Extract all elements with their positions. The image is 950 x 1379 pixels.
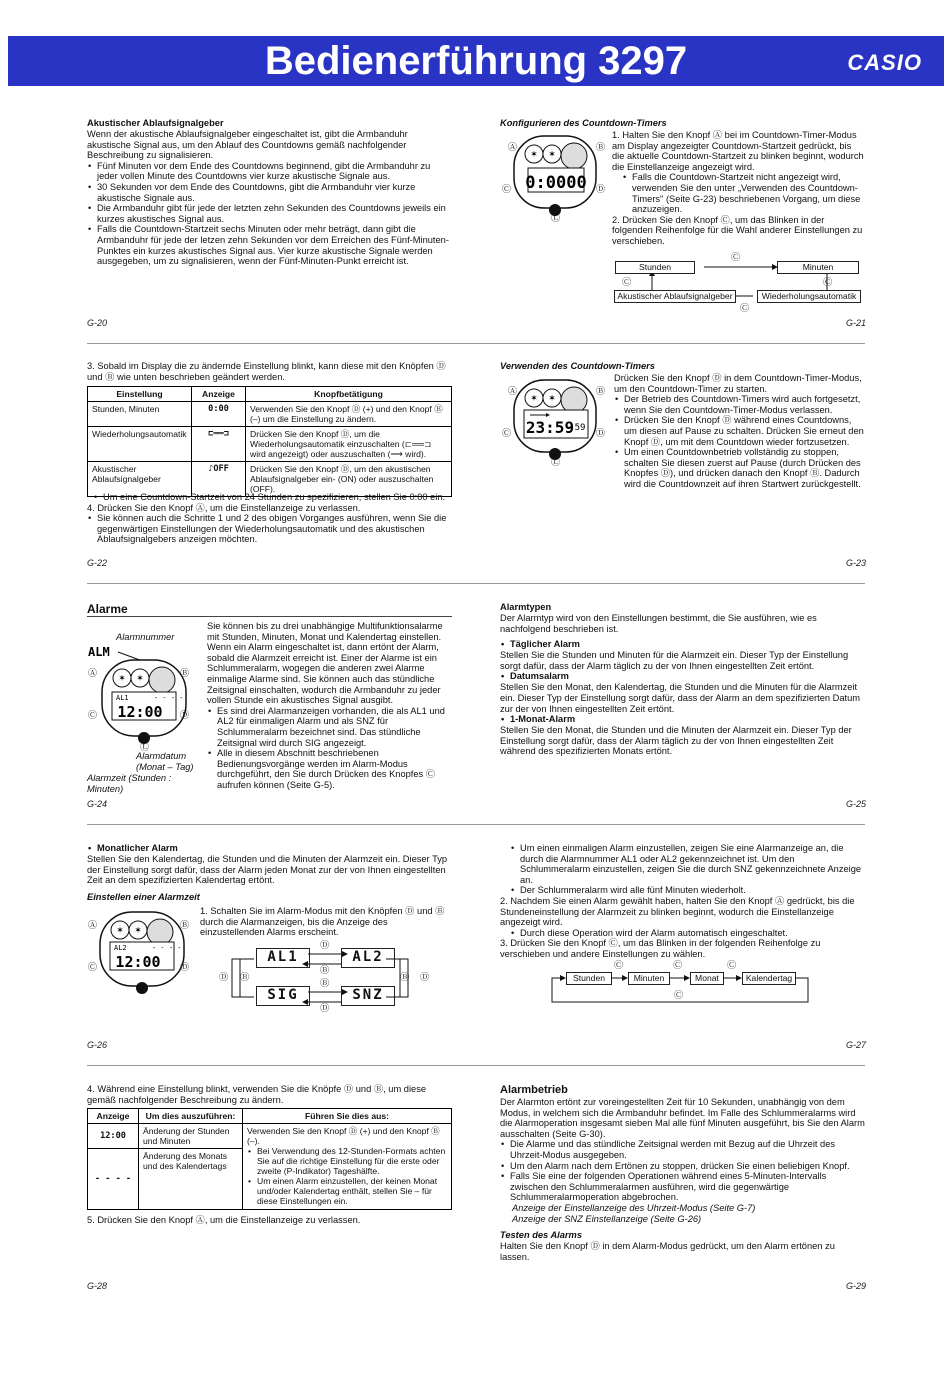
svg-text:- - - -: - - - - [152,944,182,952]
table-cell: Änderung der Stunden und Minuten [139,1124,243,1149]
svg-text:12:00: 12:00 [115,953,161,971]
table-row [88,427,452,462]
text-g25 [500,602,865,757]
section-title: Alarme [87,602,128,616]
button-d-label: Ⓓ [320,940,330,950]
table-cell: ♪OFF [192,462,246,497]
divider [87,1065,865,1066]
alarm-type-list [500,714,865,725]
watch-illustration [86,908,198,998]
ref-item: Anzeige der Einstellanzeige des Uhrzeit-Modus (Seite G-7) [512,1202,756,1213]
bullet-list [207,706,452,791]
paragraph: Der Alarmtyp wird von den Einstellungen bestimmt, die Sie ausführen, wie es nachfolgend beschrieben ist. [500,613,817,634]
alarm-type-name: • Täglicher Alarm [500,639,865,650]
svg-text:Ⓑ: Ⓑ [180,669,190,679]
bullet-list [500,928,865,939]
step-2: 2. Drücken Sie den Knopf Ⓒ, um das Blinken in der folgenden Reihenfolge für die Wahl anderer Einstellungen zu verschieben. [612,214,863,246]
alarm-type-list [500,639,865,650]
step-4: 4. Während eine Einstellung blinkt, verwenden Sie die Knöpfe Ⓓ und Ⓑ, um diese gemäß nachfolgender Beschreibung zu ändern. [87,1084,427,1105]
list-item: • Alle in diesem Abschnitt beschriebenen Bedienungsvorgänge werden im Alarm-Modus durchgeführt, den Sie durch Drücken des Knopfes Ⓒ aufrufen können (Seite G-5). [207,748,452,790]
sub-heading: Testen des Alarms [500,1230,582,1241]
svg-text:✶: ✶ [118,674,126,684]
paragraph: Stellen Sie den Monat, die Stunden und die Minuten der Alarmzeit ein. Dieser Typ der Einstellung sorgt dafür, dass der Alarm täglich zu der von Ihnen eingestellten Zeit während des spezifizierten Monats ertönt. [500,725,852,757]
watch-illustration [500,374,610,466]
paragraph: Stellen Sie den Kalendertag, die Stunden und die Minuten der Alarmzeit ein. Dieser Typ der Einstellung sorgt dafür, dass der Alarm jeden Monat zur der von Ihnen eingestellten Zeit an dem spezifizierten Kalendertag ertönt. [87,854,448,886]
paragraph: Stellen Sie die Stunden und Minuten für die Alarmzeit ein. Dieser Typ der Einstellung sorgt dafür, dass der Alarm täglich zu der von Ihnen eingestellten Zeit ertönt. [500,650,849,671]
svg-text:12:00: 12:00 [117,703,163,721]
button-b-label: Ⓑ [400,972,410,982]
table-header-row [88,387,452,402]
paragraph: Stellen Sie den Monat, den Kalendertag, die Stunden und die Minuten für die Alarmzeit ein. Dieser Typ der Einstellung sorgt dafür, dass der Alarm an dem spezifizierten Datum zur der von Ihnen eingestellten Zeit ertönt. [500,682,860,714]
section-heading: Konfigurieren des Countdown-Timers [500,118,667,128]
bullet-list [87,492,457,503]
page-number: G-27 [846,1040,867,1050]
flow-step-hours: Stunden [566,972,612,985]
list-item: • Falls die Countdown-Startzeit nicht angezeigt wird, verwenden Sie den unter „Verwenden des Countdown-Timers" (Seite G-23) beschriebenen Vorgang, um diese anzuzeigen. [622,172,866,214]
divider [87,824,865,825]
page-number: G-29 [846,1281,867,1291]
page-number: G-22 [87,558,108,568]
list-item: • Die Alarme und das stündliche Zeitsignal werden mit Bezug auf die Uhrzeit des Uhrzeit-Modus ausgegeben. [500,1139,865,1160]
flow-step-signal: Akustischer Ablaufsignalgeber [614,290,736,303]
svg-text:AL1: AL1 [116,694,129,702]
divider [87,616,452,617]
svg-text:Ⓓ: Ⓓ [596,429,606,439]
table-cell: Drücken Sie den Knopf Ⓓ, um die Wiederholungsautomatik einzuschalten (⊏══⊐ wird angezeigt) oder auszuschalten (⟶ wird). [246,427,452,462]
bullet-list [500,1139,865,1203]
page-number: G-21 [846,318,867,328]
svg-text:✶: ✶ [530,394,538,404]
text-g23 [614,373,864,490]
alarm-type-name: • 1-Monat-Alarm [500,714,865,725]
svg-text:Ⓑ: Ⓑ [180,921,190,931]
label-alarm-time: Alarmzeit (Stunden : Minuten) [87,773,172,794]
paragraph: Drücken Sie den Knopf Ⓓ in dem Countdown-Timer-Modus, um den Countdown-Timer zu starten. [614,373,862,394]
section-heading: Alarmtypen [500,602,552,612]
button-b-label: Ⓑ [320,965,330,975]
svg-text:Ⓛ: Ⓛ [551,214,561,222]
list-item: • Die Armbanduhr gibt für jede der letzten zehn Sekunden des Countdowns jeweils ein kurzes akustisches Signal aus. [87,203,452,224]
table-cell: 0:00 [192,402,246,427]
svg-text:AL2: AL2 [114,944,127,952]
flow-step-minutes: Minuten [628,972,670,985]
page-number: G-26 [87,1040,108,1050]
svg-text:Ⓐ: Ⓐ [88,921,98,931]
page-number: G-20 [87,318,108,328]
column-header: Anzeige [88,1109,139,1124]
text-g29 [500,1084,865,1262]
section-g20 [87,118,452,267]
column-header: Führen Sie dies aus: [243,1109,452,1124]
button-d-label: Ⓓ [219,972,229,982]
svg-text:Ⓛ: Ⓛ [140,743,150,752]
action-text: Verwenden Sie den Knopf Ⓓ (+) und den Knopf Ⓑ (–). [247,1126,440,1146]
bullet-list [247,1146,447,1206]
svg-text:ALM: ALM [88,645,110,659]
notes-g22 [87,492,457,545]
svg-text:✶: ✶ [116,926,124,936]
alarm-screen-al1: AL1 [256,948,310,968]
bullet-list [87,513,457,545]
divider [87,583,865,584]
button-c-label: Ⓒ [731,252,741,262]
table-row [88,1124,452,1149]
watch-illustration [500,130,610,222]
table-cell: Akustischer Ablaufsignalgeber [88,462,192,497]
svg-text:Ⓒ: Ⓒ [502,185,512,195]
table-cell: Änderung des Monats und des Kalendertags [139,1149,243,1210]
bullet-list [87,161,452,267]
divider [87,343,865,344]
svg-text:Ⓒ: Ⓒ [88,963,98,973]
button-c-label: Ⓒ [673,960,683,970]
column-header: Um dies auszuführen: [139,1109,243,1124]
section-heading: Alarmbetrieb [500,1084,568,1096]
button-b-label: Ⓑ [240,972,250,982]
button-c-label: Ⓒ [740,303,750,313]
section-heading: Akustischer Ablaufsignalgeber [87,118,224,128]
svg-text:Ⓓ: Ⓓ [180,963,190,973]
table-cell: Drücken Sie den Knopf Ⓓ, um den akustischen Ablaufsignalgeber ein- (ON) oder auszuschalten (OFF). [246,462,452,497]
svg-text:Ⓑ: Ⓑ [596,143,606,153]
column-header: Anzeige [192,387,246,402]
alarm-type-name: • Datumsalarm [500,671,865,682]
list-item: • Drücken Sie den Knopf Ⓓ während eines Countdowns, um diesen auf Pause zu schalten. Drücken Sie erneut den Knopf Ⓓ, um mit dem Countdown wieder fortzusetzen. [614,415,864,447]
table-cell: Stunden, Minuten [88,402,192,427]
step-1: 1. Schalten Sie im Alarm-Modus mit den Knöpfen Ⓓ und Ⓑ durch die Alarmanzeigen, bis die Anzeige des einzustellenden Alarms erscheint. [200,906,445,938]
list-item: • 30 Sekunden vor dem Ende des Countdowns, gibt die Armbanduhr vier kurze akustische Signale aus. [87,182,452,203]
flow-step-month: Monat [690,972,724,985]
manual-title: Bedienerführung 3297 [264,39,688,83]
page-number: G-24 [87,799,108,809]
section-heading: Verwenden des Countdown-Timers [500,361,655,371]
alarm-type-list [87,843,452,854]
list-item: • Sie können auch die Schritte 1 und 2 des obigen Vorganges ausführen, wenn Sie die gegenwärtigen Einstellungen der Wiederholungsautomatik und des akustischen Ablaufsignalgebers anzeigen möchten. [87,513,457,545]
svg-text:0:0000: 0:0000 [525,173,587,193]
table-header-row [88,1109,452,1124]
column-header: Einstellung [88,387,192,402]
button-c-label: Ⓒ [614,960,624,970]
step-3: 3. Drücken Sie den Knopf Ⓒ, um das Blinken in der folgenden Reihenfolge zu verschieben und andere Einstellungen zu wählen. [500,938,821,959]
button-c-label: Ⓒ [823,277,833,287]
alarm-screen-sig: SIG [256,986,310,1006]
alarm-screen-al2: AL2 [341,948,395,968]
button-b-label: Ⓑ [320,978,330,988]
list-item: • Um eine Countdown-Startzeit von 24 Stunden zu spezifizieren, stellen Sie 0:00 ein. [93,492,457,503]
alarm-setting-table [87,1108,452,1210]
list-item: • Falls die Countdown-Startzeit sechs Minuten oder mehr beträgt, dann gibt die Armbanduhr für jede der letzen zehn Sekunden vor dem Erreichen des Fünf-Minuten-Punktes ein kurzes akustisches Signal aus. Vier kurze akustische Signale werden ausgegeben, um zu signalisieren, wenn der Fünf-Minuten-Punkt erreicht ist. [87,224,452,266]
svg-text:Ⓐ: Ⓐ [508,143,518,153]
alarm-type-list [500,671,865,682]
list-item: • Bei Verwendung des 12-Stunden-Formats achten Sie auf die richtige Einstellung für die erste oder zweite (P-Indikator) Tageshälfte. [247,1146,447,1176]
svg-text:Ⓓ: Ⓓ [596,185,606,195]
alarm-screen-snz: SNZ [341,986,395,1006]
table-cell: - - - - [88,1149,139,1210]
list-item: • Der Schlummeralarm wird alle fünf Minuten wiederholt. [510,885,865,896]
svg-text:Ⓒ: Ⓒ [502,429,512,439]
paragraph: Sie können bis zu drei unabhängige Multifunktionsalarme mit Stunden, Minuten, Monat und Kalendertag einstellen. Wenn ein Alarm eingeschaltet ist, dann ertönt der Alarm, sobald die Alarmzeit erreicht ist. Einer der Alarme ist ein Schlummeralarm, wogegen die anderen zwei Alarme einmalige Alarme sind. Sie können auch das stündliche Zeitsignal einschalten, wodurch die Armbanduhr zu jeder vollen Stunde ein akustisches Signal ausgibt. [207,621,443,706]
flow-step-hours: Stunden [615,261,695,274]
section-heading: Einstellen einer Alarmzeit [87,891,200,902]
list-item: • Es sind drei Alarmanzeigen vorhanden, die als AL1 und AL2 für einmaligen Alarm und als SNZ für Schlummeralarm bezeichnet sind. Das stündliche Zeitsignal wird durch SIG angezeigt. [207,706,452,748]
settings-table [87,386,452,497]
label-alarm-date: Alarmdatum (Monat – Tag) [136,751,194,772]
list-item: • Fünf Minuten vor dem Ende des Countdowns beginnend, gibt die Armbanduhr zu jeder vollen Minute des Countdowns vier kurze akustische Signale aus. [87,161,452,182]
svg-text:59: 59 [574,423,586,433]
page-number: G-23 [846,558,867,568]
list-item: • Falls Sie eine der folgenden Operationen während eines 5-Minuten-Intervalls zwischen den Schlummeralarmen ausführen, wird die gegenwärtige Schlummeralarmoperation abgebrochen. [500,1171,865,1203]
svg-text:✶: ✶ [136,674,144,684]
step-1: 1. Halten Sie den Knopf Ⓐ bei im Countdown-Timer-Modus am Display angezeigter Countdown-Startzeit gedrückt, bis die aktuelle Countdown-Startzeit zu blinken beginnt, wodurch die Einstellanzeige angezeigt wird. [612,130,864,172]
list-item: • Um einen Alarm einzustellen, der keinen Monat und/oder Kalendertag enthält, stellen Sie – für diese Einstellungen ein. [247,1176,447,1206]
paragraph: Wenn der akustische Ablaufsignalgeber eingeschaltet ist, gibt die Armbanduhr akustische Signal aus, um den Ablauf des Countdowns gemäß nachfolgender Beschreibung zu signalisieren. [87,129,408,161]
button-c-label: Ⓒ [727,960,737,970]
watch-illustration [86,642,202,752]
manual-header [8,36,944,86]
table-cell: Wiederholungsautomatik [88,427,192,462]
table-cell: 12:00 [88,1124,139,1149]
list-item: • Um einen einmaligen Alarm einzustellen, zeigen Sie eine Alarmanzeige an, die durch die Alarmnummer AL1 oder AL2 gekennzeichnet ist. Um den Schlummeralarm einzustellen, zeigen Sie die durch SNZ gekennzeichnete Anzeige an. [510,843,865,885]
steps-g21 [612,130,866,247]
button-d-label: Ⓓ [420,972,430,982]
svg-text:Ⓛ: Ⓛ [551,458,561,466]
svg-text:Ⓓ: Ⓓ [180,711,190,721]
svg-text:- - - -: - - - - [154,694,184,702]
table-cell: ⊏══⊐ [192,427,246,462]
page-number: G-28 [87,1281,108,1291]
paragraph: Der Alarmton ertönt zur voreingestellten Zeit für 10 Sekunden, unabhängig von dem Modus, in welchem sich die Armbanduhr befindet. Im Falle des Schlummeralarms wird die Alarmoperation insgesamt sieben Mal alle fünf Minuten ausgeführt, bis Sie den Alarm ausschalten (Seite G-30). [500,1097,865,1139]
svg-text:Ⓐ: Ⓐ [508,387,518,397]
step-5: 5. Drücken Sie den Knopf Ⓐ, um die Einstellanzeige zu verlassen. [87,1215,361,1225]
svg-text:Ⓒ: Ⓒ [88,711,98,721]
alarm-type-name: • Monatlicher Alarm [87,843,452,854]
page-number: G-25 [846,799,867,809]
flow-step-day: Kalendertag [742,972,796,985]
paragraph: Halten Sie den Knopf Ⓓ in dem Alarm-Modus gedrückt, um den Alarm ertönen zu lassen. [500,1241,835,1262]
list-item: • Der Betrieb des Countdown-Timers wird auch fortgesetzt, wenn Sie den Countdown-Timer-Modus verlassen. [614,394,864,415]
bullet-list [612,172,866,214]
text-g26 [87,843,452,903]
list-item: • Um den Alarm nach dem Ertönen zu stoppen, drücken Sie einen beliebigen Knopf. [500,1161,865,1172]
list-item: • Um einen Countdownbetrieb vollständig zu stoppen, schalten Sie diesen zuerst auf Pause (durch Drücken des Knopfes Ⓓ), und drücken danach den Knopf Ⓑ. Dadurch wird die Countdownzeit auf ihren Startwert zurückgestellt. [614,447,864,489]
button-c-label: Ⓒ [622,277,632,287]
svg-text:✶: ✶ [530,150,538,160]
ref-list [500,1203,865,1224]
list-item: • Durch diese Operation wird der Alarm automatisch eingeschaltet. [510,928,865,939]
bullet-list [614,394,864,489]
table-row [88,402,452,427]
step-3: 3. Sobald im Display die zu ändernde Einstellung blinkt, kann diese mit den Knöpfen Ⓓ und Ⓑ wie unten beschrieben geändert werden. [87,361,446,382]
label-alarm-number: Alarmnummer [116,632,175,642]
table-cell [243,1124,452,1210]
flow-step-auto-repeat: Wiederholungsautomatik [757,290,861,303]
button-c-label: Ⓒ [674,990,684,1000]
text-g27 [500,843,865,960]
svg-text:23:59: 23:59 [525,418,575,437]
brand-logo: CASIO [847,50,922,75]
button-d-label: Ⓓ [320,1003,330,1013]
flow-step-minutes: Minuten [777,261,859,274]
table-cell: Verwenden Sie den Knopf Ⓓ (+) und den Knopf Ⓑ (–) um die Einstellung zu ändern. [246,402,452,427]
column-header: Knopfbetätigung [246,387,452,402]
svg-text:✶: ✶ [134,926,142,936]
step-2: 2. Nachdem Sie einen Alarm gewählt haben, halten Sie den Knopf Ⓐ gedrückt, bis die Stundeneinstellung der Alarmzeit zu blinken beginnt, wodurch die Einstellanzeige angezeigt wird. [500,895,855,928]
svg-text:Ⓑ: Ⓑ [596,387,606,397]
text-g24 [207,621,452,791]
step-4: 4. Drücken Sie den Knopf Ⓐ, um die Einstellanzeige zu verlassen. [87,502,361,513]
ref-item: Anzeige der SNZ Einstellanzeige (Seite G-26) [512,1213,702,1224]
svg-text:✶: ✶ [548,150,556,160]
svg-text:✶: ✶ [548,394,556,404]
svg-text:Ⓐ: Ⓐ [88,669,98,679]
bullet-list [500,843,865,896]
